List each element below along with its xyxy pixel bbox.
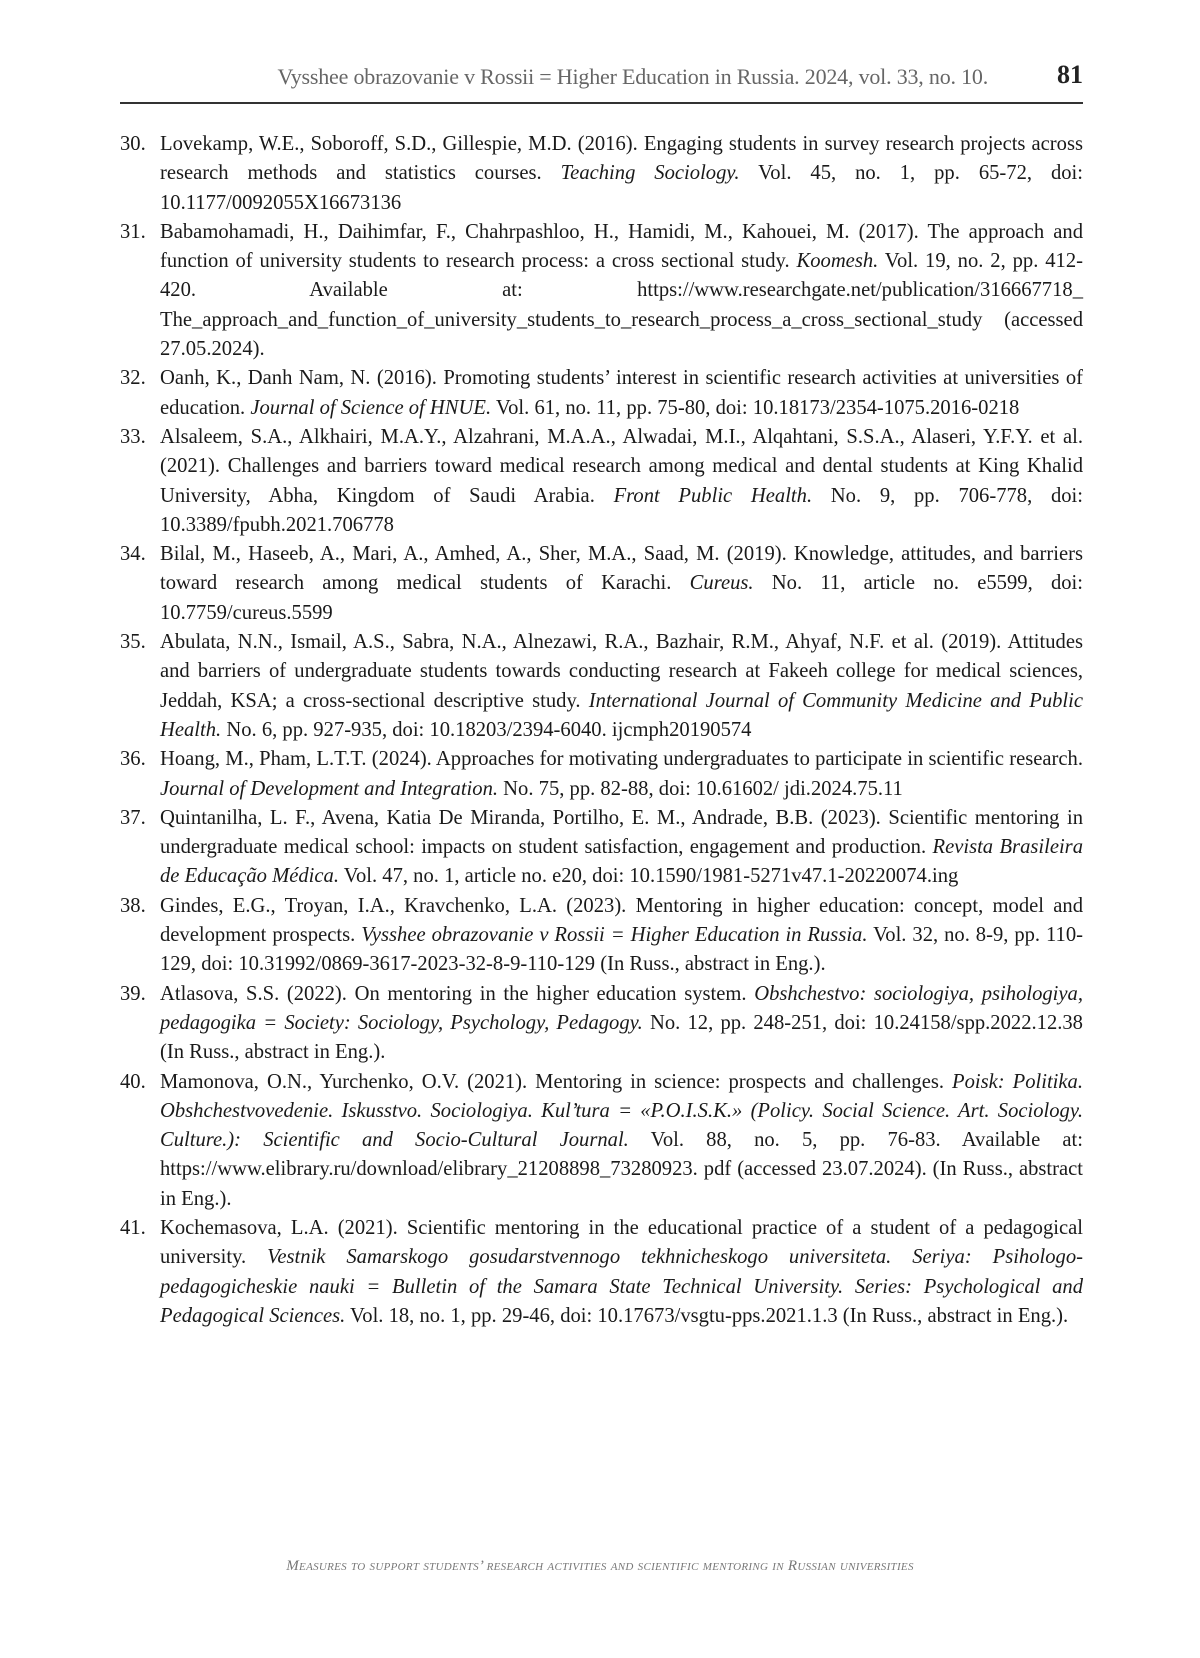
reference-text: No. 11, article no. e5599, doi: 10.7759/cureus.5599 (160, 572, 1083, 624)
reference-item (120, 804, 1083, 892)
reference-item (120, 218, 1083, 364)
reference-text: Oanh, K., Danh Nam, N. (2016). Promoting students’ interest in scientific research activities at universities of education. (160, 367, 1083, 419)
reference-source: Vestnik Samarskogo gosudarstvennogo tekhnicheskogo universiteta. Seriya: Psihologo-pedagogicheskie nauki = Bulletin of the Samara State Technical University. Series: Psychological and Pedagogical Sciences. (160, 1246, 1083, 1327)
reference-text: Gindes, E.G., Troyan, I.A., Kravchenko, L.A. (2023). Mentoring in higher education: concept, model and development prospects. (160, 894, 1083, 947)
reference-text: Vol. 18, no. 1, pp. 29-46, doi: 10.17673/vsgtu-pps.2021.1.3 (In Russ., abstract in Eng.). (345, 1304, 1069, 1327)
reference-text: No. 9, pp. 706-778, doi: 10.3389/fpubh.2021.706778 (160, 484, 1083, 536)
reference-text: Vol. 88, no. 5, pp. 76-83. Available at: https://www.elibrary.ru/download/elibrary_21208898_73280923. pdf (accessed 23.07.2024). (In Russ., abstract in Eng.). (160, 1129, 1083, 1210)
reference-text: Babamohamadi, H., Daihimfar, F., Chahrpashloo, H., Hamidi, M., Kahouei, M. (2017). The approach and function of university students to research process: a cross sectional study. (160, 220, 1083, 273)
reference-text: Vol. 45, no. 1, pp. 65-72, doi: 10.1177/0092055X16673136 (160, 162, 1083, 214)
reference-source: Journal of Science of HNUE. (250, 396, 492, 419)
reference-text: Atlasova, S.S. (2022). On mentoring in the higher education system. (160, 982, 755, 1005)
page-number: 81 (1057, 60, 1083, 89)
reference-item (120, 364, 1083, 423)
reference-number: 30. (120, 133, 146, 155)
reference-number: 37. (120, 806, 146, 829)
reference-source: Teaching Sociology. (560, 162, 740, 185)
reference-source: International Journal of Community Medicine and Public Health. (160, 689, 1084, 741)
reference-list (120, 130, 1083, 1331)
reference-number: 31. (120, 220, 146, 243)
reference-text: Kochemasova, L.A. (2021). Scientific mentoring in the educational practice of a student of a pedagogical university. (160, 1216, 1083, 1269)
reference-text: Abulata, N.N., Ismail, A.S., Sabra, N.A., Alnezawi, R.A., Bazhair, R.M., Ahyaf, N.F. et al. (2019). Attitudes and barriers of undergraduate students towards conducting research at Fakeeh college for medical sciences, Jeddah, KSA; a cross-sectional descriptive study. (160, 631, 1083, 712)
reference-text: Mamonova, O.N., Yurchenko, O.V. (2021). Mentoring in science: prospects and challenges. (160, 1070, 953, 1093)
reference-text: No. 6, pp. 927-935, doi: 10.18203/2394-6040. ijcmph20190574 (221, 718, 752, 741)
reference-item (120, 540, 1083, 628)
reference-text: No. 12, pp. 248-251, doi: 10.24158/spp.2022.12.38 (In Russ., abstract in Eng.). (160, 1011, 1083, 1064)
reference-item (120, 1068, 1083, 1214)
reference-item (120, 130, 1083, 218)
reference-number: 39. (120, 982, 146, 1005)
reference-text: Quintanilha, L. F., Avena, Katia De Miranda, Portilho, E. M., Andrade, B.B. (2023). Scientific mentoring in undergraduate medical school: impacts on student satisfaction, engagement and production. (160, 806, 1083, 859)
reference-item (120, 892, 1083, 980)
reference-item (120, 423, 1083, 540)
reference-source: Journal of Development and Integration. (160, 777, 499, 800)
reference-source: Vysshee obrazovanie v Rossii = Higher Education in Russia. (361, 924, 868, 947)
page-header (120, 58, 1083, 104)
reference-number: 36. (120, 748, 146, 771)
reference-text: Bilal, M., Haseeb, A., Mari, A., Amhed, A., Sher, M.A., Saad, M. (2019). Knowledge, attitudes, and barriers toward research among medical students of Karachi. (160, 543, 1083, 595)
reference-item (120, 1214, 1083, 1331)
reference-source: Poisk: Politika. Obshchestvovedenie. Iskusstvo. Sociologiya. Kul’tura = «P.O.I.S.K.» (Policy. Social Science. Art. Sociology. Culture.): Scientific and Socio-Cultural Journal. (160, 1070, 1083, 1152)
reference-item (120, 745, 1083, 804)
reference-number: 33. (120, 425, 146, 448)
reference-number: 34. (120, 543, 146, 566)
reference-number: 35. (120, 631, 146, 654)
reference-item (120, 628, 1083, 745)
reference-source: Front Public Health. (613, 484, 813, 507)
reference-source: Cureus. (689, 572, 754, 595)
reference-source: Koomesh. (796, 250, 879, 273)
reference-text: No. 75, pp. 82-88, doi: 10.61602/ jdi.2024.75.11 (498, 777, 903, 800)
reference-text: Vol. 32, no. 8-9, pp. 110-129, doi: 10.31992/0869-3617-2023-32-8-9-110-129 (In Russ., abstract in Eng.). (160, 924, 1084, 976)
reference-number: 32. (120, 367, 146, 390)
reference-text: Vol. 61, no. 11, pp. 75-80, doi: 10.18173/2354-1075.2016-0218 (491, 396, 1020, 419)
journal-title: Vysshee obrazovanie v Rossii = Higher Education in Russia. 2024, vol. 33, no. 10. (277, 64, 988, 89)
reference-item (120, 980, 1083, 1068)
running-footer: Measures to support students’ research activities and scientific mentoring in Russian universities (286, 1558, 914, 1574)
reference-number: 41. (120, 1216, 146, 1239)
reference-text: Vol. 47, no. 1, article no. e20, doi: 10.1590/1981-5271v47.1-20220074.ing (338, 865, 959, 888)
reference-number: 40. (120, 1070, 146, 1093)
reference-text: Lovekamp, W.E., Soboroff, S.D., Gillespie, M.D. (2016). Engaging students in survey research projects across research methods and statistics courses. (160, 133, 1083, 185)
reference-number: 38. (120, 894, 146, 917)
reference-text: Alsaleem, S.A., Alkhairi, M.A.Y., Alzahrani, M.A.A., Alwadai, M.I., Alqahtani, S.S.A., Alaseri, Y.F.Y. et al. (2021). Challenges and barriers toward medical research among medical and dental students at King Khalid University, Abha, Kingdom of Saudi Arabia. (160, 425, 1083, 507)
reference-source: Obshchestvo: sociologiya, psihologiya, pedagogika = Society: Sociology, Psychology, Pedagogy. (160, 982, 1083, 1034)
reference-source: Revista Brasileira de Educação Médica. (160, 836, 1083, 888)
reference-text: Hoang, M., Pham, L.T.T. (2024). Approaches for motivating undergraduates to participate in scientific research. (160, 748, 1083, 771)
reference-text: Vol. 19, no. 2, pp. 412-420. Available at: https://www.researchgate.net/publication/316667718_ The_approach_and_function_of_university_students_to_research_process_a_cross_sectional_study (accessed 27.05.2024). (160, 250, 1083, 361)
